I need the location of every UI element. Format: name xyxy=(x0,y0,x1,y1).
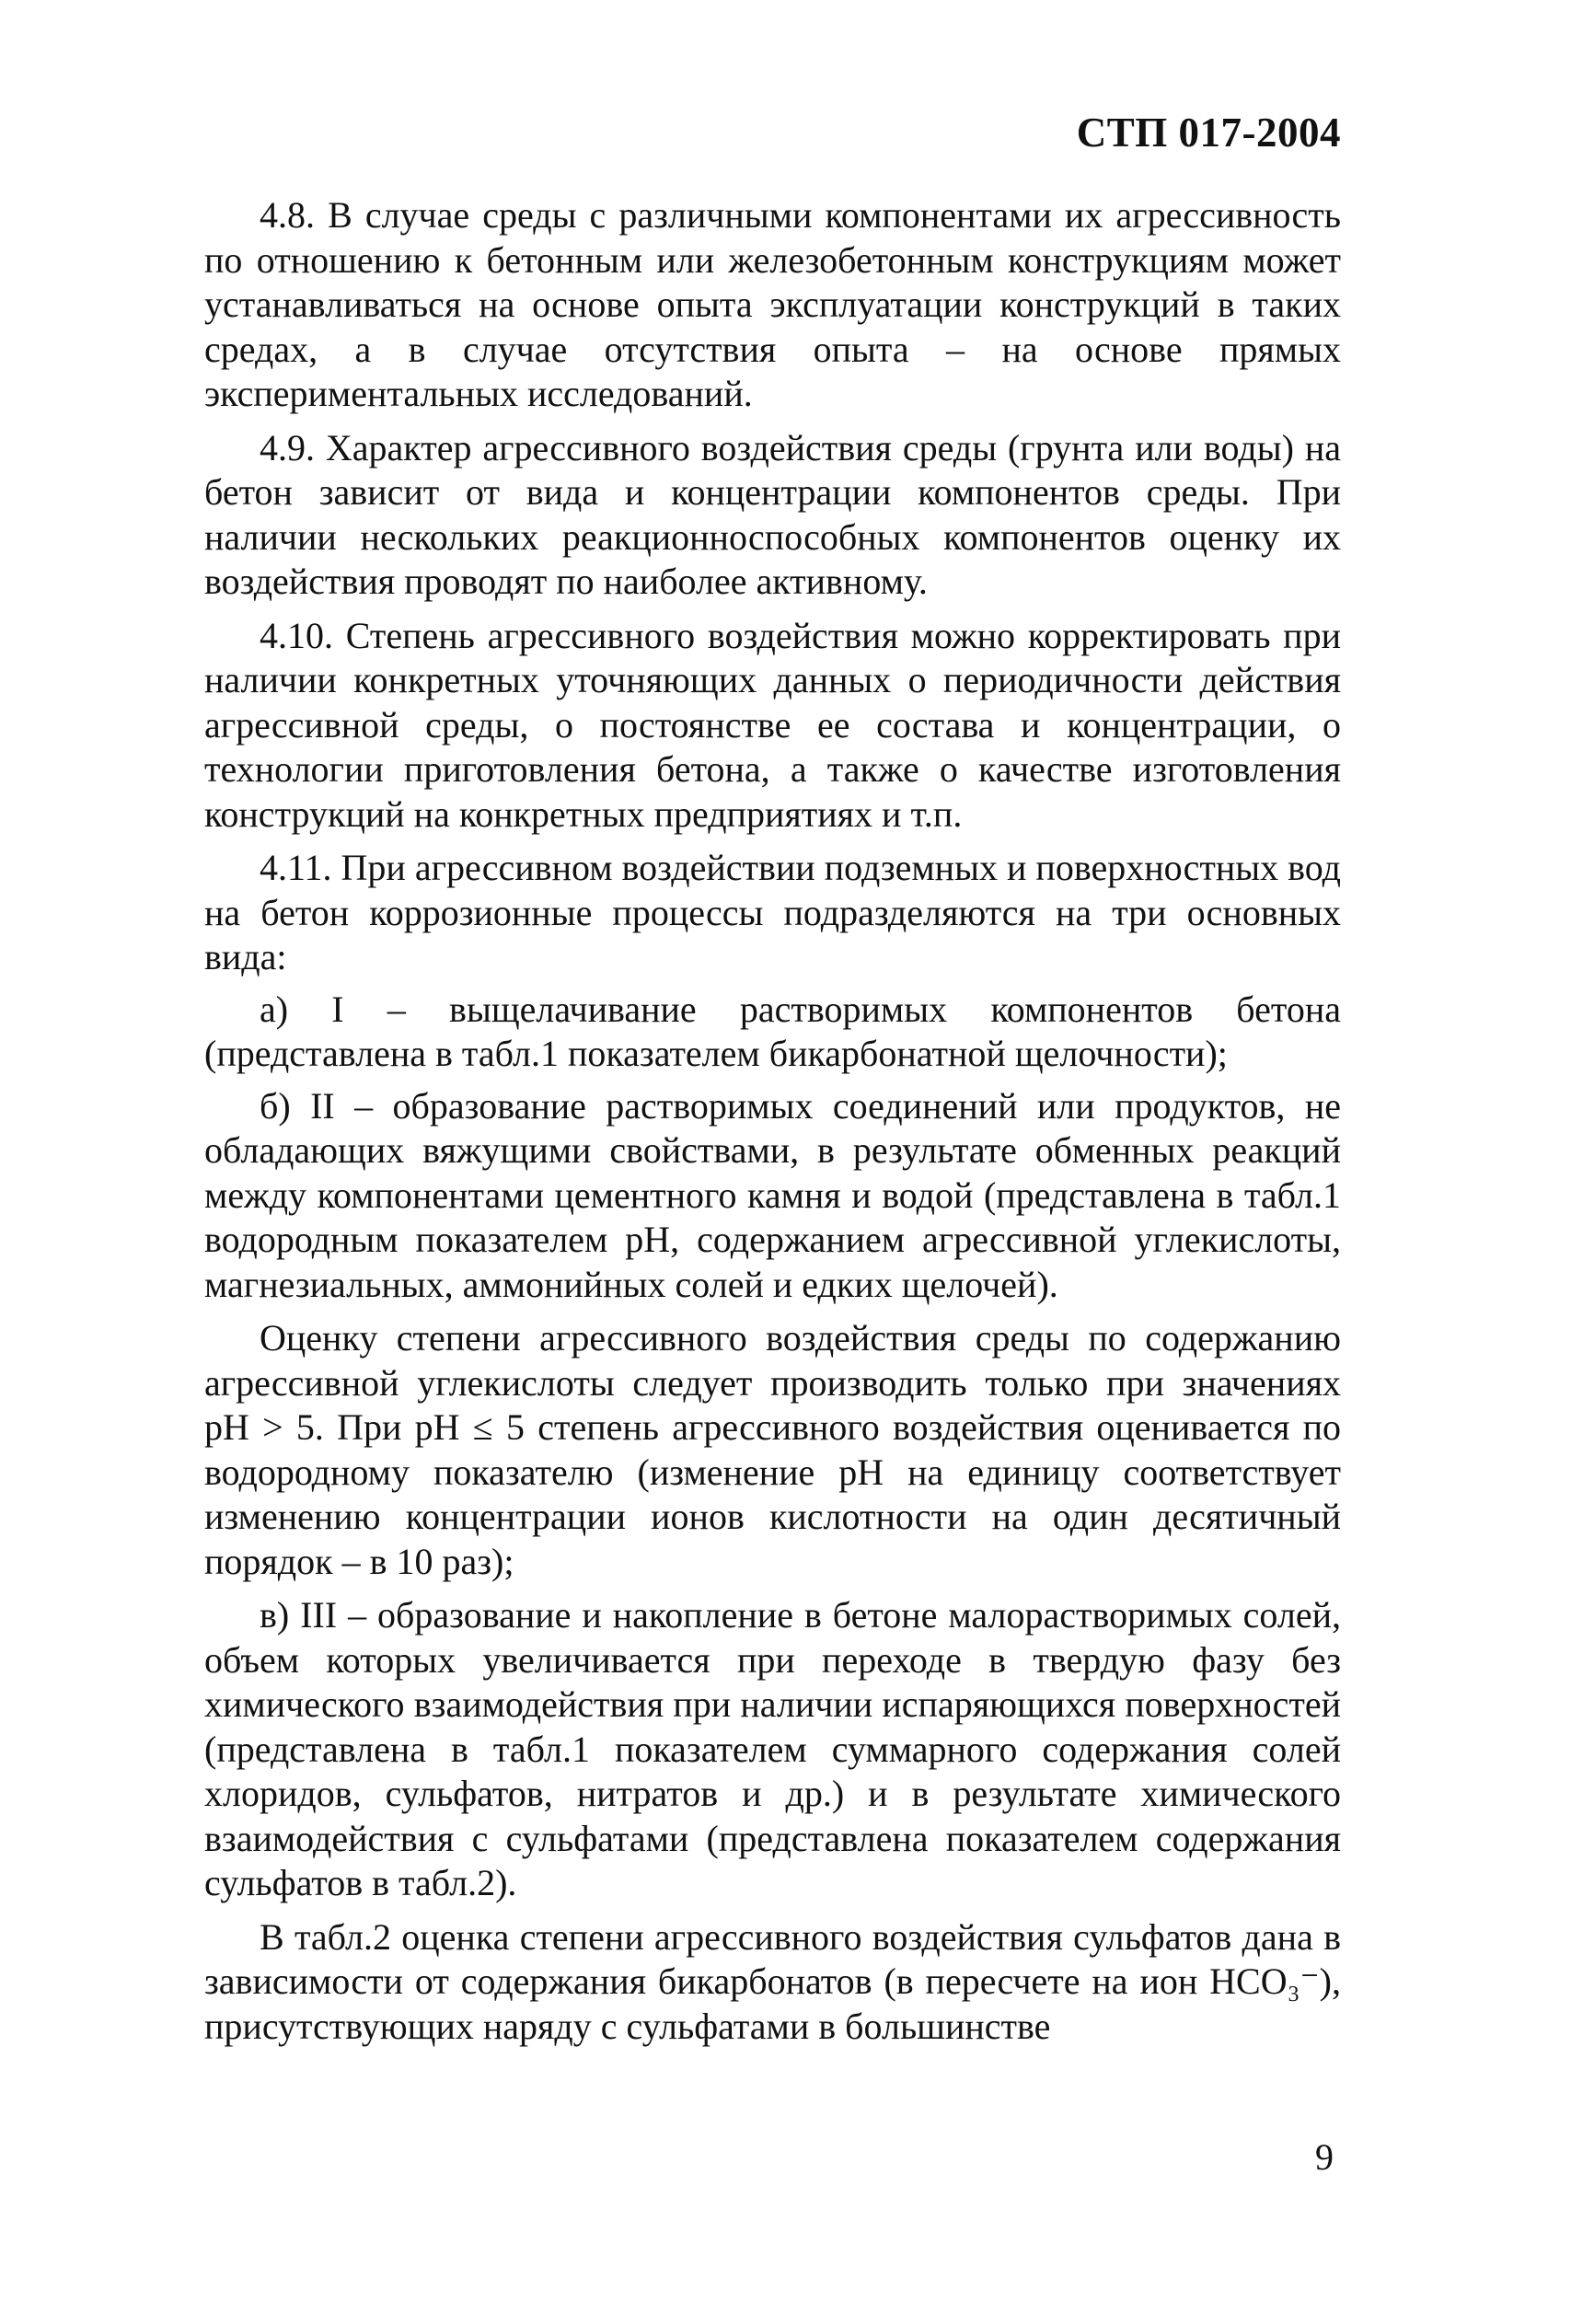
paragraph-text-after-formula: ), присутствующих наряду с сульфатами в большинстве xyxy=(204,1960,1341,2047)
paragraph-text-before-formula: В табл.2 оценка степени агрессивного воздействия сульфатов дана в зависимости от содержания бикарбонатов (в пересчете на ион xyxy=(204,1915,1341,2002)
body-text xyxy=(204,193,1341,2058)
paragraph-4-9: 4.9. Характер агрессивного воздействия среды (грунта или воды) на бетон зависит от вида и концентрации компонентов среды. При наличии нескольких реакционноспособных компонентов оценку их воздействия проводят по наиболее активному. xyxy=(204,426,1341,602)
paragraph-4-8: 4.8. В случае среды с различными компонентами их агрессивность по отношению к бетонным или железобетонным конструкциям может устанавливаться на основе опыта эксплуатации конструкций в таких средах, а в случае отсутствия опыта – на основе прямых экспериментальных исследований. xyxy=(204,194,1341,414)
paragraph-table-2-note xyxy=(204,1915,1341,2050)
list-item-c: в) III – образование и накопление в бетоне малорастворимых солей, объем которых увеличивается при переходе в твердую фазу без химического взаимодействия при наличии испаряющихся поверхностей (представлена в табл.1 показателем суммарного содержания солей хлоридов, сульфатов, нитратов и др.) и в результате химического взаимодействия с сульфатами (представлена показателем содержания сульфатов в табл.2). xyxy=(204,1594,1341,1903)
list-item-b: б) II – образование растворимых соединений или продуктов, не обладающих вяжущими свойствами, в результате обменных реакций между компонентами цементного камня и водой (представлена в табл.1 водородным показателем pH, содержанием агрессивной углекислоты, магнезиальных, аммонийных солей и едких щелочей). xyxy=(204,1084,1341,1305)
document-code-header: СТП 017-2004 xyxy=(1076,110,1341,156)
paragraph-ph-note: Оценку степени агрессивного воздействия среды по содержанию агрессивной углекислоты следует производить только при значениях pH > 5. При pH ≤ 5 степень агрессивного воздействия оценивается по водородному показателю (изменение pH на единицу соответствует изменению концентрации ионов кислотности на один десятичный порядок – в 10 раз); xyxy=(204,1317,1341,1582)
paragraph-4-11: 4.11. При агрессивном воздействии подземных и поверхностных вод на бетон коррозионные процессы подразделяются на три основных вида: xyxy=(204,847,1341,977)
page-number: 9 xyxy=(1315,2136,1334,2178)
bicarbonate-ion-formula: HCO₃⁻ xyxy=(1209,1960,1320,2002)
paragraph-4-10: 4.10. Степень агрессивного воздействия можно корректировать при наличии конкретных уточняющих данных о периодичности действия агрессивной среды, о постоянстве ее состава и концентрации, о технологии приготовления бетона, а также о качестве изготовления конструкций на конкретных предприятиях и т.п. xyxy=(204,614,1341,835)
list-item-a: а) I – выщелачивание растворимых компонентов бетона (представлена в табл.1 показателем бикарбонатной щелочности); xyxy=(204,988,1341,1074)
